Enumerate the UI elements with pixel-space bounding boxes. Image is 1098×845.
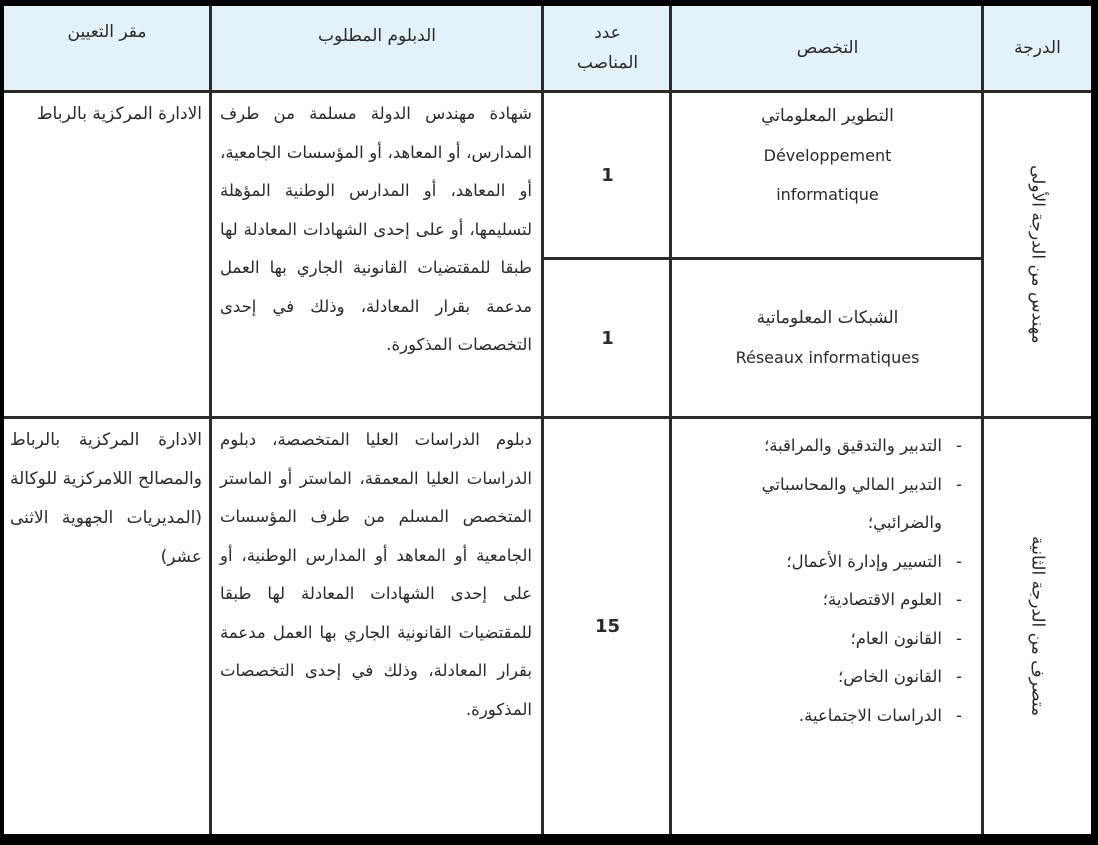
specialty-cell-networks [671, 260, 984, 416]
header-specialty-label: التخصص [796, 38, 859, 58]
divider [209, 6, 212, 834]
divider [541, 6, 544, 834]
specialty-item: - التسيير وإدارة الأعمال؛ [679, 543, 964, 582]
header-diploma-label: الدبلوم المطلوب [318, 26, 436, 46]
header-positions-line1: عدد [594, 23, 621, 43]
header-diploma [210, 6, 544, 90]
diploma-administrator [210, 419, 544, 834]
positions-networks-value: 1 [601, 327, 614, 349]
diploma-engineer [210, 93, 544, 416]
location-administrator [4, 419, 210, 834]
specialty-item: - التدبير المالي والمحاسباتي [679, 466, 964, 505]
specialty-dev-fr-1: Développement [763, 146, 892, 165]
specialty-networks-fr: Réseaux informatiques [735, 348, 920, 367]
header-positions-count [544, 6, 671, 90]
grade-cell-engineer [984, 93, 1091, 416]
location-administrator-text: الادارة المركزية بالرباط والمصالح اللامركزية للوكالة (المديريات الجهوية الاثنى عشر) [10, 430, 202, 567]
divider [981, 6, 984, 834]
positions-networks [544, 260, 671, 416]
specialty-item: - العلوم الاقتصادية؛ [679, 581, 964, 620]
grade-engineer-label: مهندس من الدرجة الأولى [1027, 165, 1048, 344]
specialty-cell-dev [671, 93, 984, 257]
location-engineer-text: الادارة المركزية بالرباط [36, 104, 202, 124]
recruitment-table [4, 6, 1091, 834]
header-specialty [671, 6, 984, 90]
specialty-dev-fr-2: informatique [776, 185, 879, 204]
divider [4, 90, 1091, 93]
divider [541, 257, 984, 260]
divider [4, 416, 1091, 419]
positions-dev [544, 93, 671, 257]
divider [669, 6, 672, 834]
grade-administrator-label: متصرف من الدرجة الثانية [1027, 536, 1048, 717]
location-engineer [4, 93, 210, 416]
header-grade-label: الدرجة [1014, 38, 1061, 58]
grade-cell-administrator [984, 419, 1091, 834]
diploma-administrator-text: دبلوم الدراسات العليا المتخصصة، دبلوم الدراسات العليا المعمقة، الماستر أو الماستر المتخصص المسلم من طرف المؤسسات الجامعية أو المعاهد أو المدارس الوطنية، أو على إحدى الشهادات المعادلة لها طبقا للمقتضيات القانونية الجاري بها العمل مدعمة بقرار المعادلة، وذلك في إحدى التخصصات المذكورة. [220, 430, 532, 719]
header-positions-line2: المناصب [576, 53, 639, 73]
specialty-networks-ar: الشبكات المعلوماتية [756, 308, 899, 328]
specialty-item-continued: والضرائبي؛ [867, 513, 942, 532]
specialty-list [671, 419, 984, 735]
header-location-label: مقر التعيين [67, 22, 147, 42]
header-location [4, 6, 210, 90]
positions-administrator [544, 419, 671, 834]
specialty-item: - الدراسات الاجتماعية. [679, 697, 964, 736]
specialty-list-administrator [671, 419, 984, 834]
specialty-item: - القانون العام؛ [679, 620, 964, 659]
positions-administrator-value: 15 [594, 616, 621, 637]
header-grade [984, 6, 1091, 90]
specialty-item: - القانون الخاص؛ [679, 658, 964, 697]
specialty-item: - التدبير والتدقيق والمراقبة؛ [679, 427, 964, 466]
positions-dev-value: 1 [601, 164, 614, 186]
diploma-engineer-text: شهادة مهندس الدولة مسلمة من طرف المدارس، أو المعاهد، أو المؤسسات الجامعية، أو المعاهد، أو المدارس الوطنية المؤهلة لتسليمها، أو على إحدى الشهادات المعادلة لها طبقا للمقتضيات القانونية الجاري بها العمل مدعمة بقرار المعادلة، وذلك في إحدى التخصصات المذكورة. [220, 104, 532, 354]
specialty-dev-ar: التطوير المعلوماتي [761, 106, 894, 126]
